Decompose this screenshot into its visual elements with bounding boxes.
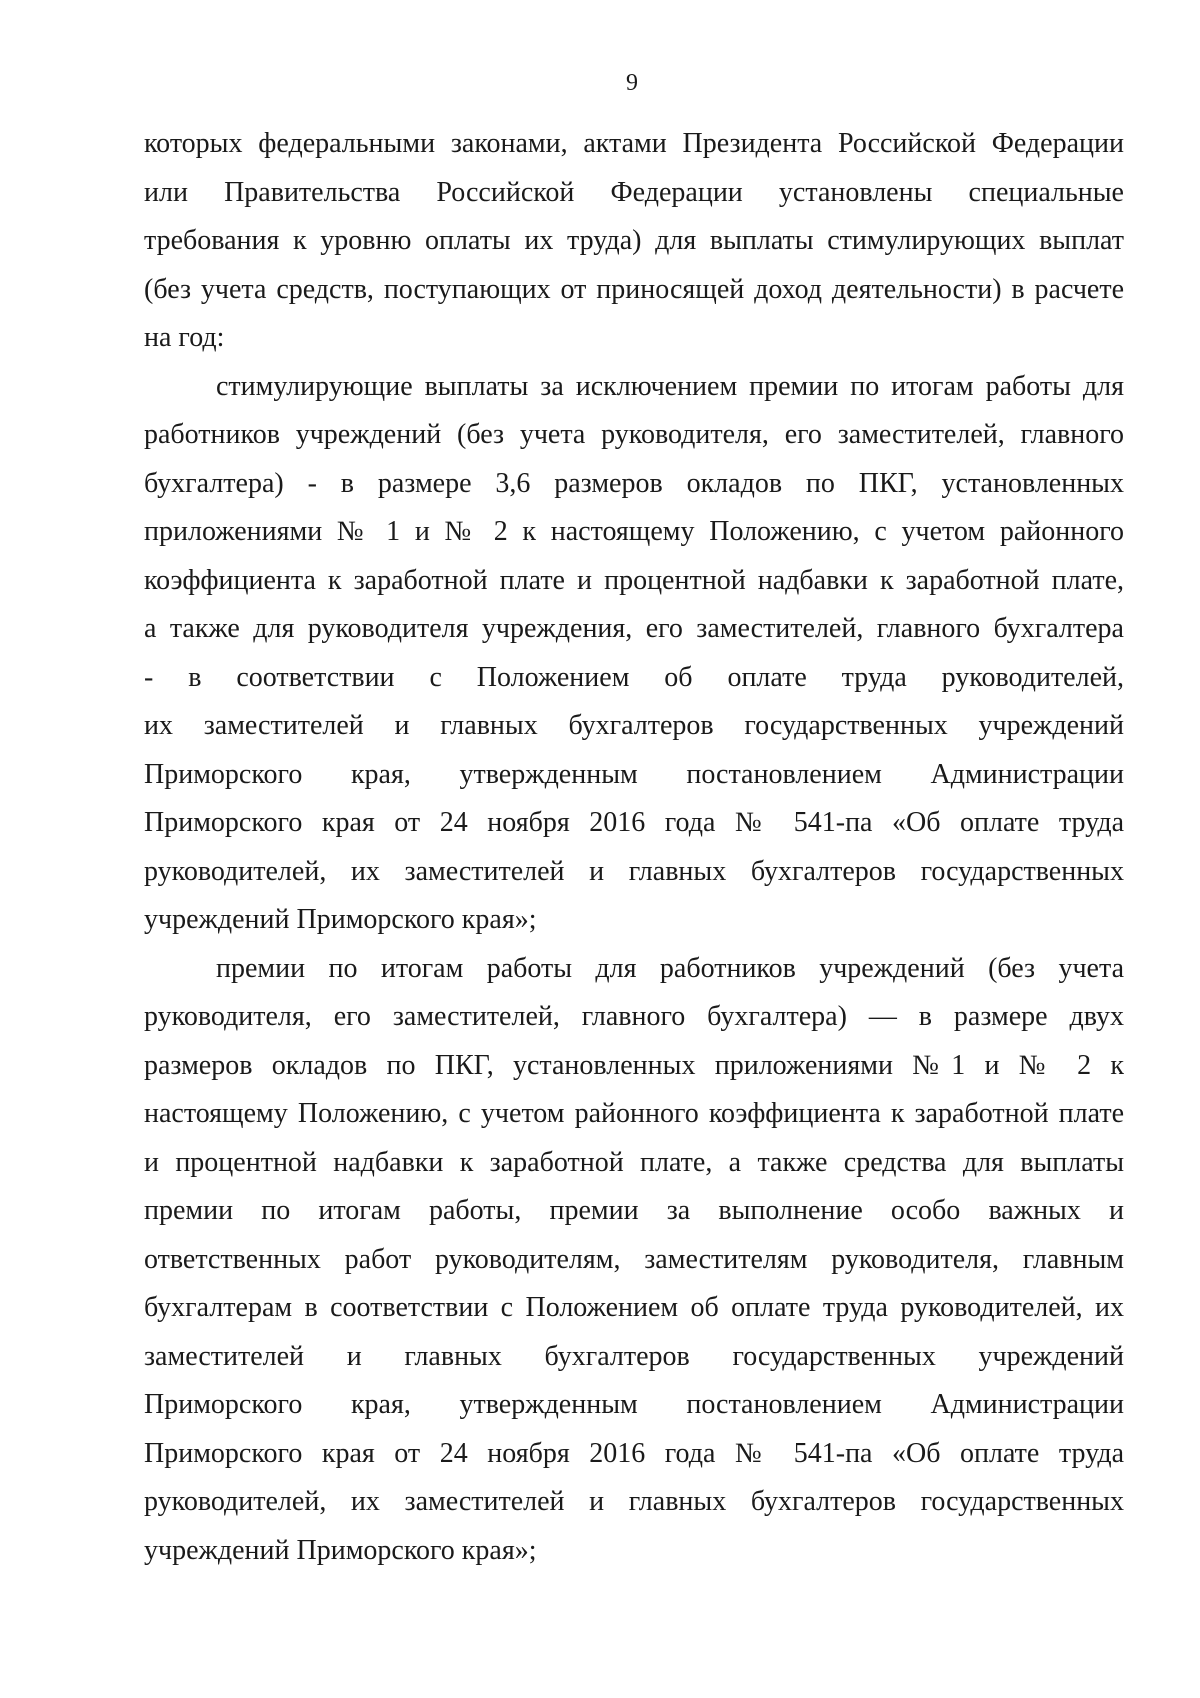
text-line: Приморского края, утвержденным постановлением Администрации: [144, 1389, 1124, 1420]
text-line: руководителя, его заместителей, главного бухгалтера) — в размере двух: [144, 1001, 1124, 1032]
text-line: работников учреждений (без учета руководителя, его заместителей, главного: [144, 419, 1124, 450]
text-line: руководителей, их заместителей и главных бухгалтеров государственных: [144, 855, 1124, 887]
text-line: настоящему Положению, с учетом районного коэффициента к заработной плате: [144, 1098, 1124, 1129]
text-line: бухгалтерам в соответствии с Положением об оплате труда руководителей, их: [144, 1292, 1124, 1323]
text-line: руководителей, их заместителей и главных бухгалтеров государственных: [144, 1486, 1124, 1517]
text-line: бухгалтера) - в размере 3,6 размеров окладов по ПКГ, установленных: [144, 467, 1124, 499]
text-line: требования к уровню оплаты их труда) для выплаты стимулирующих выплат: [144, 225, 1124, 256]
text-line: Приморского края от 24 ноября 2016 года № 541-па «Об оплате труда: [144, 807, 1124, 838]
paragraph-start-line: стимулирующие выплаты за исключением премии по итогам работы для: [216, 370, 1124, 402]
text-line: Приморского края от 24 ноября 2016 года № 541-па «Об оплате труда: [144, 1437, 1124, 1469]
text-line: их заместителей и главных бухгалтеров государственных учреждений: [144, 710, 1124, 741]
page-number: 9: [626, 70, 638, 96]
text-line: заместителей и главных бухгалтеров государственных учреждений: [144, 1340, 1124, 1372]
document-body: [144, 120, 1124, 1575]
text-line: и процентной надбавки к заработной плате, а также средства для выплаты: [144, 1146, 1124, 1178]
text-line: а также для руководителя учреждения, его заместителей, главного бухгалтера: [144, 613, 1124, 644]
text-line: (без учета средств, поступающих от приносящей доход деятельности) в расчете: [144, 273, 1124, 305]
text-line: премии по итогам работы, премии за выполнение особо важных и: [144, 1195, 1124, 1226]
text-line: учреждений Приморского края»;: [144, 904, 537, 935]
text-line: или Правительства Российской Федерации установлены специальные: [144, 176, 1124, 208]
text-line: размеров окладов по ПКГ, установленных приложениями №1 и № 2 к: [144, 1049, 1124, 1081]
text-line: ответственных работ руководителям, заместителям руководителя, главным: [144, 1243, 1124, 1275]
text-line: - в соответствии с Положением об оплате труда руководителей,: [144, 661, 1124, 693]
text-line: на год:: [144, 322, 225, 353]
paragraph-start-line: премии по итогам работы для работников учреждений (без учета: [216, 952, 1124, 984]
text-line: которых федеральными законами, актами Президента Российской Федерации: [144, 128, 1124, 159]
text-line: учреждений Приморского края»;: [144, 1534, 537, 1566]
text-line: приложениями № 1 и № 2 к настоящему Положению, с учетом районного: [144, 516, 1124, 547]
text-line: коэффициента к заработной плате и процентной надбавки к заработной плате,: [144, 564, 1124, 596]
text-line: Приморского края, утвержденным постановлением Администрации: [144, 758, 1124, 790]
